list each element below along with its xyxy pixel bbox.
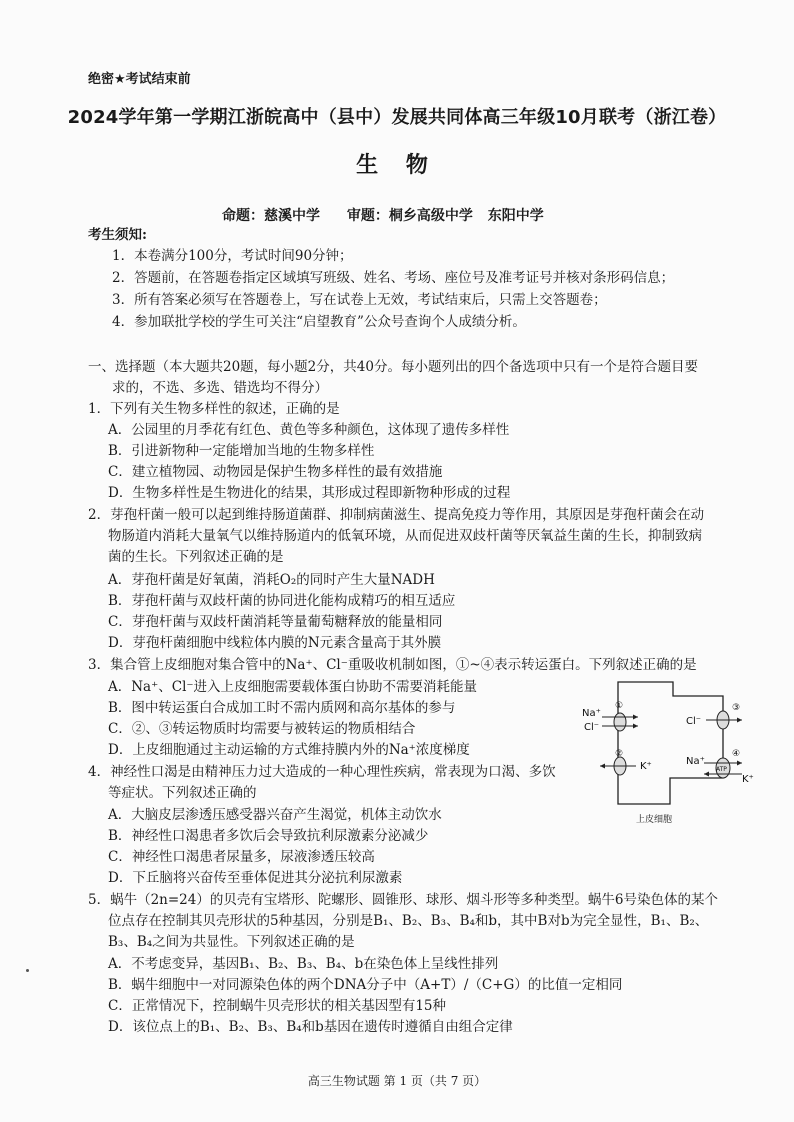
question-stem: 5．蜗牛（2n=24）的贝壳有宝塔形、陀螺形、圆锥形、球形、烟斗形等多种类型。蜗牛6号染色体的某个 xyxy=(88,892,718,908)
question-stem-cont: 位点存在控制其贝壳形状的5种基因，分别是B₁、B₂、B₃、B₄和b，其中B对b为完全显性，B₁、B₂、 xyxy=(108,913,709,929)
authors-line xyxy=(222,205,566,225)
question-stem: 2．芽孢杆菌一般可以起到维持肠道菌群、抑制病菌滋生、提高免疫力等作用，其原因是芽孢杆菌会在动 xyxy=(88,507,705,523)
option-c: C．神经性口渴患者尿量多，尿液渗透压较高 xyxy=(108,849,375,865)
label-1: ① xyxy=(615,701,624,711)
option-a: A．芽孢杆菌是好氧菌，消耗O₂的同时产生大量NADH xyxy=(108,572,435,588)
subject-title: 生 物 xyxy=(356,153,438,178)
option-c: C．建立植物园、动物园是保护生物多样性的最有效措施 xyxy=(108,464,443,480)
option-d: D．下丘脑将兴奋传至垂体促进其分泌抗利尿激素 xyxy=(108,870,403,886)
label-atp: ATP xyxy=(716,766,727,773)
label-3: ③ xyxy=(732,703,741,713)
question-stem: 3．集合管上皮细胞对集合管中的Na⁺、Cl⁻重吸收机制如图，①~④表示转运蛋白。下列叙述正确的是 xyxy=(88,657,697,673)
stray-mark xyxy=(26,969,29,972)
question-stem-cont: 物肠道内消耗大量氧气以维持肠道内的低氧环境，从而促进双歧杆菌等厌氧益生菌的生长，抑制致病 xyxy=(108,528,702,544)
notice-item: 2．答题前，在答题卷指定区域填写班级、姓名、考场、座位号及准考证号并核对条形码信息； xyxy=(112,270,675,286)
option-d: D．芽孢杆菌细胞中线粒体内膜的N元素含量高于其外膜 xyxy=(108,635,442,651)
option-b: B．芽孢杆菌与双歧杆菌的协同进化能构成精巧的相互适应 xyxy=(108,593,456,609)
notice-item: 1．本卷满分100分，考试时间90分钟； xyxy=(112,248,353,264)
label-k-1: K⁺ xyxy=(640,761,652,772)
epithelial-cell-diagram xyxy=(578,670,758,830)
option-a: A．公园里的月季花有红色、黄色等多种颜色，这体现了遗传多样性 xyxy=(108,422,510,438)
notice-item: 3．所有答案必须写在答题卷上，写在试卷上无效，考试结束后，只需上交答题卷； xyxy=(112,292,607,308)
exam-title: 2024学年第一学期江浙皖高中（县中）发展共同体高三年级10月联考（浙江卷） xyxy=(67,107,727,128)
label-2: ② xyxy=(615,749,624,759)
option-d: D．该位点上的B₁、B₂、B₃、B₄和b基因在遗传时遵循自由组合定律 xyxy=(108,1019,513,1035)
setter: 命题：慈溪中学 xyxy=(222,208,320,224)
option-c: C．芽孢杆菌与双歧杆菌消耗等量葡萄糖释放的能量相同 xyxy=(108,614,443,630)
label-k-2: K⁺ xyxy=(742,774,754,785)
option-c: C．正常情况下，控制蜗牛贝壳形状的相关基因型有15种 xyxy=(108,998,447,1014)
question-stem: 4．神经性口渴是由精神压力过大造成的一种心理性疾病，常表现为口渴、多饮 xyxy=(88,764,556,780)
question-stem-cont: 等症状。下列叙述正确的 xyxy=(108,785,257,801)
transporter-1 xyxy=(602,713,638,731)
reviewer: 审题：桐乡高级中学 xyxy=(346,208,473,224)
option-a: A．不考虑变异，基因B₁、B₂、B₃、B₄、b在染色体上呈线性排列 xyxy=(108,956,499,972)
transporter-2 xyxy=(600,757,636,775)
option-d: D．上皮细胞通过主动运输的方式维持膜内外的Na⁺浓度梯度 xyxy=(108,742,470,758)
option-c: C．②、③转运物质时均需要与被转运的物质相结合 xyxy=(108,721,416,737)
option-b: B．蜗牛细胞中一对同源染色体的两个DNA分子中（A+T）/（C+G）的比值一定相同 xyxy=(108,977,623,993)
section-heading-cont: 求的，不选、多选、错选均不得分） xyxy=(112,380,328,396)
option-a: A．Na⁺、Cl⁻进入上皮细胞需要载体蛋白协助不需要消耗能量 xyxy=(108,679,478,695)
notice-heading: 考生须知: xyxy=(88,227,147,243)
confidential-label: 绝密★考试结束前 xyxy=(88,72,191,87)
page-footer: 高三生物试题 第 1 页（共 7 页） xyxy=(307,1074,487,1088)
transporter-3 xyxy=(706,711,742,729)
label-cl-2: Cl⁻ xyxy=(686,716,702,727)
notice-item: 4．参加联批学校的学生可关注“启望教育”公众号查询个人成绩分析。 xyxy=(112,314,526,330)
reviewer-2: 东阳中学 xyxy=(487,208,544,224)
option-b: B．图中转运蛋白合成加工时不需内质网和高尔基体的参与 xyxy=(108,700,456,716)
option-b: B．引进新物种一定能增加当地的生物多样性 xyxy=(108,443,375,459)
question-stem-cont: B₃、B₄之间为共显性。下列叙述正确的是 xyxy=(108,934,355,950)
section-heading: 一、选择题（本大题共20题，每小题2分，共40分。每小题列出的四个备选项中只有一个是符合题目要 xyxy=(88,359,698,375)
label-cl-1: Cl⁻ xyxy=(584,722,600,733)
option-b: B．神经性口渴患者多饮后会导致抗利尿激素分泌减少 xyxy=(108,828,429,844)
option-a: A．大脑皮层渗透压感受器兴奋产生渴觉，机体主动饮水 xyxy=(108,807,442,823)
diagram-caption: 上皮细胞 xyxy=(636,815,673,825)
cell-outline xyxy=(618,682,723,804)
label-na-1: Na⁺ xyxy=(582,708,601,719)
question-stem-cont: 菌的生长。下列叙述正确的是 xyxy=(108,549,284,565)
label-4: ④ xyxy=(732,749,741,759)
label-na-2: Na⁺ xyxy=(686,756,705,767)
question-stem: 1．下列有关生物多样性的叙述，正确的是 xyxy=(88,401,340,417)
option-d: D．生物多样性是生物进化的结果，其形成过程即新物种形成的过程 xyxy=(108,485,511,501)
